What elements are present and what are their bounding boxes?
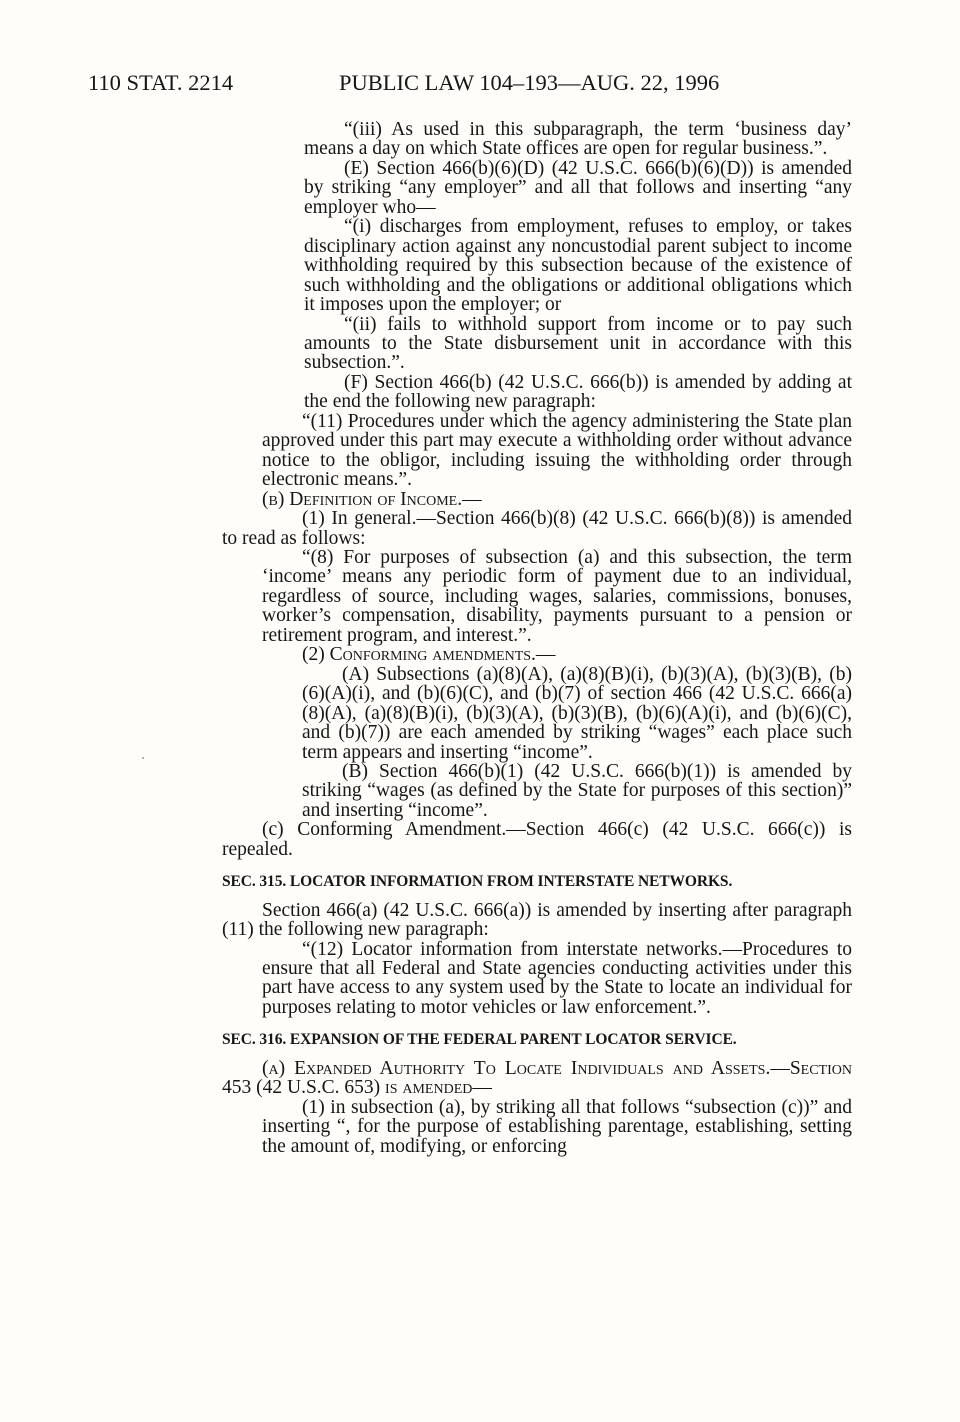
paragraph-i-discharges: “(i) discharges from employment, refuses to employ, or takes disciplinary action against any noncustodial parent subject to income withholding required by this subsection because of the existence of such withholding and the obligations or additional obligations which it imposes upon the employer; or [304,216,852,316]
section-316-heading: SEC. 316. EXPANSION OF THE FEDERAL PARENT LOCATOR SERVICE. [222,1031,737,1049]
page-identifier: 110 STAT. 2214 [88,70,234,95]
paragraph-f-section-466-b: (F) Section 466(b) (42 U.S.C. 666(b)) is amended by adding at the end the following new paragraph: [304,371,852,413]
paragraph-iii-business-day: “(iii) As used in this subparagraph, the term ‘business day’ means a day on which State offices are open for regular business.”. [304,119,852,160]
section-315-body: Section 466(a) (42 U.S.C. 666(a)) is amended by inserting after paragraph (11) the following new paragraph: [222,899,852,941]
paragraph-e-section-466-b-6-d: (E) Section 466(b)(6)(D) (42 U.S.C. 666(b)(6)(D)) is amended by striking “any employer” and all that follows and inserting “any employer who— [304,157,852,218]
paragraph-11-procedures: “(11) Procedures under which the agency administering the State plan approved under this part may execute a withholding order without advance notice to the obligor, including issuing the withholding order through electronic means.”. [262,410,852,491]
section-315-heading: SEC. 315. LOCATOR INFORMATION FROM INTERSTATE NETWORKS. [222,873,733,891]
paragraph-a-subsections: (A) Subsections (a)(8)(A), (a)(8)(B)(i), (b)(3)(A), (b)(3)(B), (b)(6)(A)(i), and (b)(6)(C), and (b)(7) of section 466 (42 U.S.C. 666(a)(8)(A), (a)(8)(B)(i), (b)(3)(A), (b)(3)(B), (b)(6)(A)(i), and (b)(6)(C), and (b)(7)) are each amended by striking “wages” each place such term appears and inserting “income”. [302,663,852,763]
scan-speck [142,757,144,759]
paragraph-1-in-general: (1) In general.—Section 466(b)(8) (42 U.S.C. 666(b)(8)) is amended to read as follows: [222,508,852,549]
body-text [222,120,852,1156]
subsection-b-definition-of-income: (b) Definition of Income.— [262,488,482,510]
paragraph-b-section-466-b-1: (B) Section 466(b)(1) (42 U.S.C. 666(b)(1)) is amended by striking “wages (as defined by the State for purposes of this section)” and inserting “income”. [302,760,852,821]
paragraph-ii-fails-to-withhold: “(ii) fails to withhold support from income or to pay such amounts to the State disbursement unit in accordance with this subsection.”. [304,313,852,374]
paragraph-12-locator-information: “(12) Locator information from interstate networks.—Procedures to ensure that all Federal and State agencies conducting activities under this part have access to any system used by the State to locate an individual for purposes relating to motor vehicles or law enforcement.”. [262,938,852,1018]
running-head [88,70,868,100]
subsection-c-conforming-amendment: (c) Conforming Amendment.—Section 466(c) (42 U.S.C. 666(c)) is repealed. [222,819,852,860]
subsection-a-expanded-authority: (a) Expanded Authority To Locate Individuals and Assets.—Section 453 (42 U.S.C. 653) is amended— [222,1057,852,1099]
paragraph-2-conforming-amendments: (2) Conforming amendments.— [302,644,556,666]
paragraph-8-income-definition: “(8) For purposes of subsection (a) and this subsection, the term ‘income’ means any periodic form of payment due to an individual, regardless of source, including wages, salaries, commissions, bonuses, worker’s compensation, disability, payments pursuant to a pension or retirement program, and interest.”. [262,546,852,646]
paragraph-1-in-subsection-a: (1) in subsection (a), by striking all that follows “subsection (c))” and inserting “, for the purpose of establishing parentage, establishing, setting the amount of, modifying, or enforcing [262,1096,852,1157]
law-title: PUBLIC LAW 104–193—AUG. 22, 1996 [339,70,720,95]
